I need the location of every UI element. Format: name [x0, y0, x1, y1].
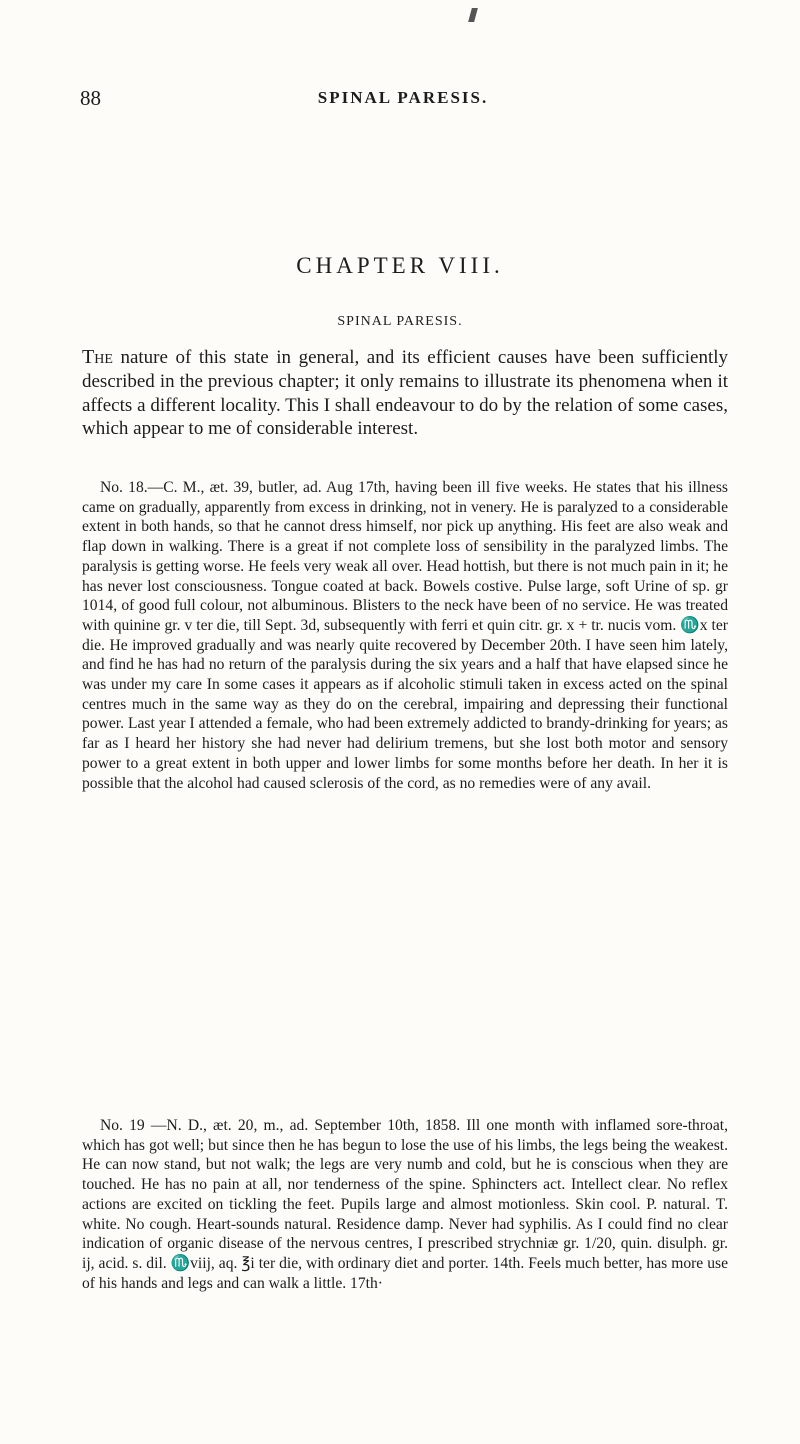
running-title: SPINAL PARESIS.	[317, 88, 489, 107]
intro-text: nature of this state in general, and its efficient causes have been sufficiently described in the previous chapter; it only remains to illustrate its phenomena when it affects a different locality. This I shall endeavour to do by the relation of some cases, which appear to me of considerable interest.	[82, 347, 728, 440]
section-title: SPINAL PARESIS.	[337, 314, 463, 329]
case-18-paragraph: No. 18.—C. M., æt. 39, butler, ad. Aug 17th, having been ill five weeks. He states that his illness came on gradually, apparently from excess in drinking, not in venery. He is paralyzed to a considerable extent in both hands, so that he cannot dress himself, nor pick up anything. His feet are also weak and flap down in walking. There is a great if not complete loss of sensibility in the paralyzed limbs. The paralysis is getting worse. He feels very weak all over. Head hottish, but there is not much pain in it; he has never lost consciousness. Tongue coated at back. Bowels costive. Pulse large, soft Urine of sp. gr 1014, of good full colour, not albuminous. Blisters to the neck have been of no service. He was treated with quinine gr. v ter die, till Sept. 3d, subsequently with ferri et quin citr. gr. x + tr. nucis vom. ♏x ter die. He improved gradually and was nearly quite recovered by December 20th. I have seen him lately, and find he has had no return of the paralysis during the six years and a half that have elapsed since he was under my care In some cases it appears as if alcoholic stimuli taken in excess acted on the spinal centres much in the same way as they do on the cerebral, impairing and depressing their functional power. Last year I attended a female, who had been extremely addicted to brandy-drinking for years; as far as I heard her history she had never had delirium tremens, but she lost both motor and sensory power to a great extent in both upper and lower limbs for some months before her death. In her it is possible that the alcohol had caused sclerosis of the cord, as no remedies were of any avail.	[82, 479, 728, 792]
chapter-title: CHAPTER VIII.	[296, 253, 504, 278]
running-head	[80, 86, 726, 116]
intro-lead-word: The	[82, 346, 113, 368]
scan-artifact-mark	[468, 8, 478, 22]
page-number: 88	[80, 86, 101, 110]
intro-paragraph	[82, 346, 728, 441]
case-19-paragraph: No. 19 —N. D., æt. 20, m., ad. September 10th, 1858. Ill one month with inflamed sore-throat, which has got well; but since then he has begun to lose the use of his limbs, the legs being the weakest. He can now stand, but not walk; the legs are very numb and cold, but he is conscious when they are touched. He has no pain at all, nor tenderness of the spine. Sphincters act. Intellect clear. No reflex actions are excited on tickling the feet. Pupils large and almost motionless. Skin cool. P. natural. T. white. No cough. Heart-sounds natural. Residence damp. Never had syphilis. As I could find no clear indication of organic disease of the nervous centres, I prescribed strychniæ gr. 1/20, quin. disulph. gr. ij, acid. s. dil. ♏viij, aq. ℥i ter die, with ordinary diet and porter. 14th. Feels much better, has more use of his hands and legs and can walk a little. 17th·	[82, 1117, 728, 1292]
